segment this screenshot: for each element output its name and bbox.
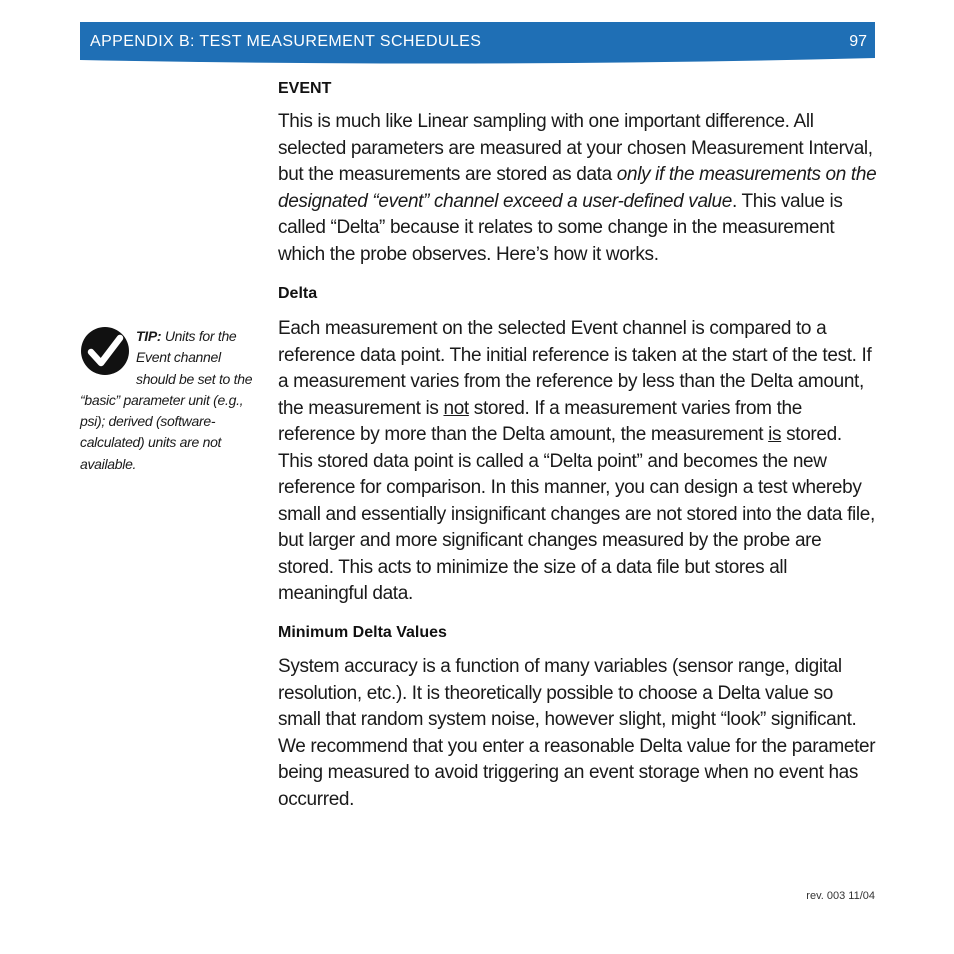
checkmark-icon: [80, 326, 130, 376]
tip-text: Units for the Event channel should be set to the “basic” parameter unit (e.g., psi); derived (software-calculated) units are not available.: [80, 328, 253, 472]
paragraph-delta: Each measurement on the selected Event channel is compared to a reference data point. The initial reference is taken at the start of the test. If a measurement varies from the reference by less than the Delta amount, the measurement is not stored. If a measurement varies from the reference by more than the Delta amount, the measurement is stored. This stored data point is called a “Delta point” and becomes the new reference for comparison. In this manner, you can design a test whereby small and essentially insignificant changes are not stored into the data file, but larger and more significant changes measured by the probe are stored. This acts to minimize the size of a data file but stores all meaningful data.: [278, 318, 875, 604]
tip-label: TIP:: [136, 328, 162, 344]
header-title: APPENDIX B: TEST MEASUREMENT SCHEDULES: [90, 33, 482, 50]
paragraph-minimum-delta: System accuracy is a function of many variables (sensor range, digital resolution, etc.). It is theoretically possible to choose a Delta value so small that random system noise, however slight, might “look” significant. We recommend that you enter a reasonable Delta value for the parameter being measured to avoid triggering an event storage when no event has occurred.: [278, 656, 876, 810]
revision-footer: rev. 003 11/04: [806, 890, 875, 902]
paragraph-event: This is much like Linear sampling with one important difference. All selected parameters are measured at your chosen Measurement Interval, but the measurements are stored as data only if the measurements on the designated “event” channel exceed a user-defined value. This value is called “Delta” because it relates to some change in the measurement which the probe observes. Here’s how it works.: [278, 111, 877, 265]
header-swoosh: [80, 52, 875, 66]
tip-box: [80, 326, 255, 475]
heading-minimum-delta: Minimum Delta Values: [278, 624, 447, 641]
heading-event: EVENT: [278, 80, 332, 97]
heading-delta: Delta: [278, 285, 318, 302]
page-number: 97: [849, 33, 867, 50]
